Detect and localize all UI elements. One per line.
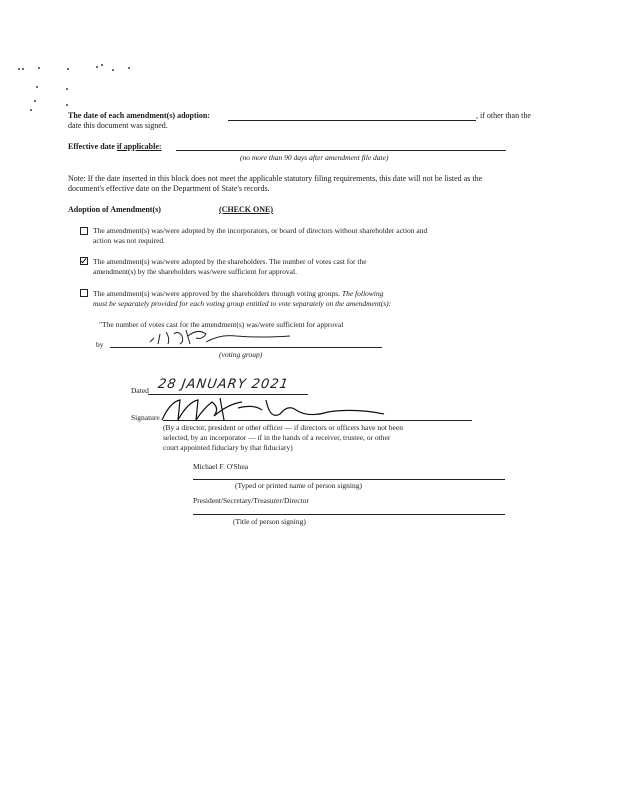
signer-name-field[interactable] [193, 479, 505, 480]
handwritten-signature [158, 394, 388, 424]
effective-date-label-underlined: if applicable: [116, 142, 162, 151]
note-line-1: Note: If the date inserted in this block does not meet the applicable statutory filing requirements, this date will not be listed as the [68, 174, 483, 183]
option-shareholders-checkbox[interactable] [80, 257, 88, 265]
option-incorporators-line-1: The amendment(s) was/were adopted by the incorporators, or board of directors without shareholder action and [93, 226, 428, 235]
amendment-date-continuation: date this document was signed. [68, 121, 168, 130]
effective-date-label-prefix: Effective date [68, 142, 117, 151]
option-voting-groups-line-1 [93, 289, 383, 298]
dated-label: Dated [131, 386, 149, 395]
check-one-label: (CHECK ONE) [219, 205, 273, 214]
effective-date-label [68, 142, 162, 152]
amendment-date-label: The date of each amendment(s) adoption: [68, 111, 210, 120]
signature-label: Signature [131, 413, 160, 422]
votes-sufficient-line: "The number of votes cast for the amendment(s) was/were sufficient for approval [99, 320, 344, 329]
option-voting-groups-line-1-plain: The amendment(s) was/were approved by the shareholders through voting groups. [93, 289, 342, 298]
by-label: by [96, 340, 104, 349]
signer-title-field[interactable] [193, 514, 505, 515]
signer-title-caption: (Title of person signing) [233, 517, 306, 526]
signature-note-line-1: (By a director, president or other officer — if directors or officers have not been [163, 423, 403, 432]
signature-note-line-2: selected, by an incorporator — if in the hands of a receiver, trustee, or other [163, 433, 391, 442]
signature-note-line-3: court appointed fiduciary by that fiduciary) [163, 443, 293, 452]
amendment-date-suffix: , if other than the [476, 111, 531, 120]
signer-name: Michael F. O'Shea [193, 462, 249, 471]
option-voting-groups-line-2: must be separately provided for each voting group entitled to vote separately on the amendment(s): [93, 299, 392, 308]
amendment-date-field[interactable] [228, 120, 476, 121]
option-incorporators-checkbox[interactable] [80, 227, 88, 235]
option-voting-groups-checkbox[interactable] [80, 289, 88, 297]
effective-date-note: (no more than 90 days after amendment file date) [240, 153, 389, 162]
voting-group-handwritten-mark [140, 324, 300, 350]
option-voting-groups-line-1-italic: The following [341, 289, 384, 298]
note-line-2: document's effective date on the Department of State's records. [68, 184, 270, 193]
signer-name-caption: (Typed or printed name of person signing) [235, 481, 362, 490]
option-shareholders-line-1: The amendment(s) was/were adopted by the shareholders. The number of votes cast for the [93, 257, 367, 266]
option-incorporators-line-2: action was not required. [93, 236, 166, 245]
adoption-heading: Adoption of Amendment(s) [68, 205, 161, 214]
option-shareholders-line-2: amendment(s) by the shareholders was/were sufficient for approval. [93, 267, 297, 276]
voting-group-caption: (voting group) [219, 350, 263, 359]
signer-title: President/Secretary/Treasurer/Director [193, 496, 309, 505]
effective-date-field[interactable] [176, 150, 506, 151]
dated-value: 28 JANUARY 2021 [156, 377, 290, 392]
